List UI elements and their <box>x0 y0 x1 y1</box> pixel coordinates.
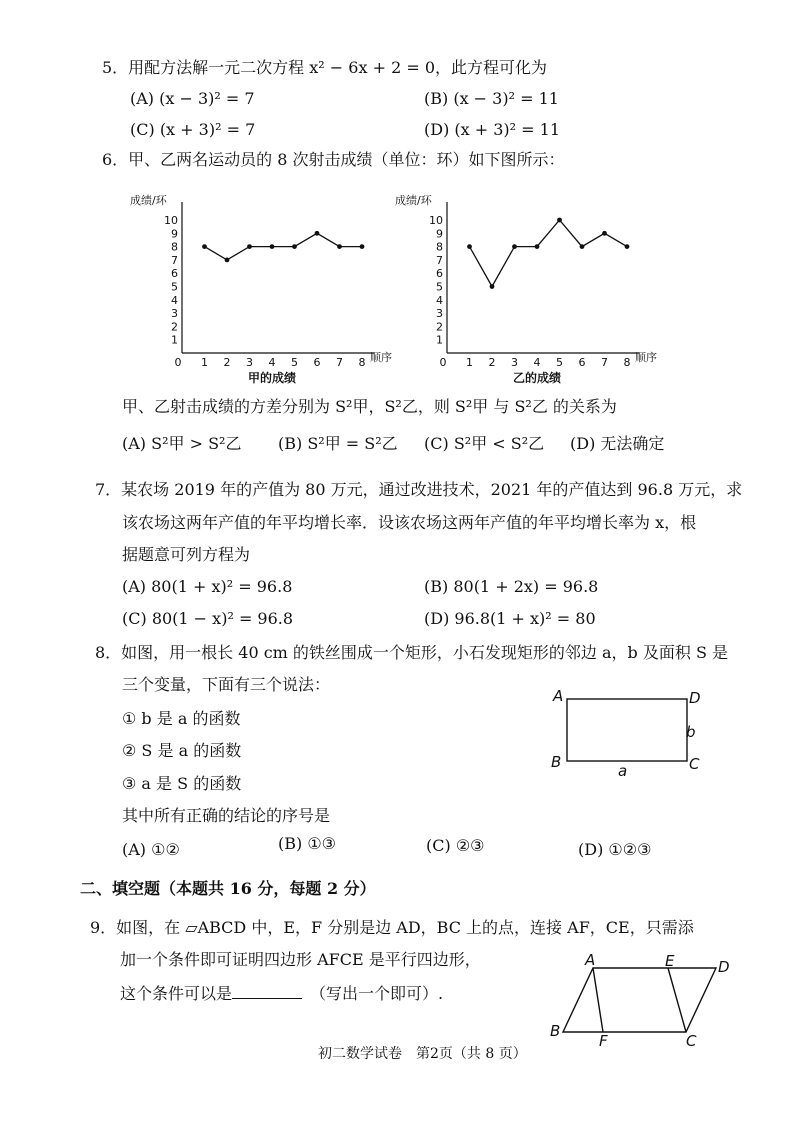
label-side-a: a <box>618 762 628 780</box>
q6-option-a: (A) S²甲 > S²乙 <box>122 434 242 453</box>
q9-parallelogram-figure <box>548 950 738 1050</box>
chart-yi <box>395 185 670 385</box>
chart-title-jia: 甲的成绩 <box>247 371 297 385</box>
x-tick-label-yi: 7 <box>601 356 608 369</box>
label-c-point: C <box>686 1032 697 1050</box>
q8-option-c: (C) ②③ <box>426 836 485 855</box>
y-tick-label-jia: 6 <box>171 267 178 281</box>
q9-line3-suffix: （写出一个即可）. <box>310 984 444 1003</box>
label-side-b: b <box>686 723 696 741</box>
y-tick-label-yi: 2 <box>436 320 443 334</box>
y-tick-label-yi: 3 <box>436 307 443 321</box>
data-point-jia <box>270 244 275 249</box>
data-point-yi <box>557 218 562 223</box>
x-tick-label-jia: 1 <box>201 356 208 369</box>
data-point-yi <box>580 244 585 249</box>
q7-option-d: (D) 96.8(1 + x)² = 80 <box>424 609 596 628</box>
x-tick-label-jia: 7 <box>336 356 343 369</box>
y-tick-label-jia: 8 <box>171 240 178 254</box>
q8-line2: 三个变量，下面有三个说法： <box>122 675 331 694</box>
y-axis-label-jia: 成绩/环 <box>130 194 167 207</box>
data-point-jia <box>360 244 365 249</box>
q8-option-d: (D) ①②③ <box>578 840 652 859</box>
q7-option-b: (B) 80(1 + 2x) = 96.8 <box>424 577 599 596</box>
x-tick-label-jia: 8 <box>358 356 366 369</box>
y-tick-label-yi: 5 <box>436 280 443 294</box>
q8-statement-2: ② S 是 a 的函数 <box>122 741 242 760</box>
q5-stem: 5．用配方法解一元二次方程 x² − 6x + 2 = 0，此方程可化为 <box>102 58 548 77</box>
y-tick-label-jia: 3 <box>171 307 178 321</box>
x-tick-label-yi: 0 <box>439 356 447 369</box>
y-tick-label-jia: 1 <box>171 333 178 347</box>
x-tick-label-jia: 3 <box>246 356 253 369</box>
section-2-title: 二、填空题（本题共 16 分，每题 2 分） <box>80 879 376 898</box>
y-tick-label-yi: 8 <box>436 240 443 254</box>
y-tick-label-yi: 9 <box>436 227 443 241</box>
data-point-jia <box>337 244 342 249</box>
x-axis-label-jia: 顺序 <box>370 351 392 364</box>
q9-line3-prefix: 这个条件可以是 <box>120 984 233 1003</box>
q8-option-a: (A) ①② <box>122 840 180 859</box>
q6-option-c: (C) S²甲 < S²乙 <box>424 434 545 453</box>
q7-line2: 该农场这两年产值的年平均增长率．设该农场这两年产值的年平均增长率为 x，根 <box>122 513 697 532</box>
rectangle-abcd <box>567 699 687 761</box>
chart-title-yi: 乙的成绩 <box>512 371 562 385</box>
y-tick-label-yi: 6 <box>436 267 443 281</box>
x-tick-label-jia: 6 <box>313 356 321 369</box>
data-point-yi <box>625 244 630 249</box>
y-tick-label-jia: 10 <box>164 214 178 227</box>
data-point-jia <box>315 231 320 236</box>
data-point-yi <box>602 231 607 236</box>
q6-option-d: (D) 无法确定 <box>570 434 665 453</box>
y-tick-label-jia: 4 <box>171 293 178 307</box>
y-tick-label-yi: 1 <box>436 333 443 347</box>
y-tick-label-jia: 9 <box>171 227 178 241</box>
y-axis-label-yi: 成绩/环 <box>395 194 432 207</box>
q9-line3 <box>120 984 443 1004</box>
q5-option-c: (C) (x + 3)² = 7 <box>130 120 256 139</box>
x-tick-label-yi: 5 <box>556 356 563 369</box>
x-tick-label-jia: 0 <box>174 356 182 369</box>
x-tick-label-yi: 1 <box>466 356 473 369</box>
q9-line2: 加一个条件即可证明四边形 AFCE 是平行四边形， <box>120 950 481 969</box>
x-tick-label-jia: 2 <box>223 356 231 369</box>
q6-stem: 6．甲、乙两名运动员的 8 次射击成绩（单位：环）如下图所示： <box>102 150 565 169</box>
label-a-vertex: A <box>553 687 564 705</box>
label-e-point: E <box>665 952 675 970</box>
label-b-point: B <box>550 1022 561 1040</box>
q9-answer-blank[interactable] <box>232 984 302 999</box>
x-tick-label-yi: 2 <box>488 356 496 369</box>
label-b-vertex: B <box>551 753 562 771</box>
data-point-jia <box>292 244 297 249</box>
x-tick-label-yi: 8 <box>623 356 631 369</box>
q8-rectangle-figure <box>545 685 715 785</box>
data-point-yi <box>512 244 517 249</box>
label-f-point: F <box>599 1032 608 1050</box>
q6-option-b: (B) S²甲 = S²乙 <box>278 434 398 453</box>
y-tick-label-yi: 4 <box>436 293 443 307</box>
series-line-yi <box>470 220 628 287</box>
q9-line1: 9．如图，在 ▱ABCD 中，E，F 分别是边 AD，BC 上的点，连接 AF，CE，只需添 <box>90 918 694 937</box>
label-c-vertex: C <box>689 755 700 773</box>
q6-question: 甲、乙射击成绩的方差分别为 S²甲，S²乙，则 S²甲 与 S²乙 的关系为 <box>122 397 617 416</box>
q8-statement-1: ① b 是 a 的函数 <box>122 709 241 728</box>
data-point-jia <box>225 258 230 263</box>
parallelogram-abcd <box>563 968 716 1032</box>
q5-option-b: (B) (x − 3)² = 11 <box>424 89 559 108</box>
q8-option-b: (B) ①③ <box>278 834 337 853</box>
x-tick-label-yi: 4 <box>533 356 541 369</box>
data-point-jia <box>247 244 252 249</box>
label-a-point: A <box>585 951 596 969</box>
x-tick-label-yi: 3 <box>511 356 518 369</box>
y-tick-label-jia: 5 <box>171 280 178 294</box>
page-footer: 初二数学试卷 第2页（共 8 页） <box>318 1046 527 1062</box>
q7-line3: 据题意可列方程为 <box>122 545 251 564</box>
y-tick-label-jia: 2 <box>171 320 178 334</box>
q7-line1: 7．某农场 2019 年的产值为 80 万元，通过改进技术，2021 年的产值达到 96.8 万元，求 <box>95 480 743 499</box>
data-point-yi <box>467 244 472 249</box>
data-point-yi <box>490 284 495 289</box>
label-d-point: D <box>718 958 730 976</box>
q8-question: 其中所有正确的结论的序号是 <box>122 806 331 825</box>
q7-option-a: (A) 80(1 + x)² = 96.8 <box>122 577 293 596</box>
q5-option-a: (A) (x − 3)² = 7 <box>130 89 255 108</box>
q7-option-c: (C) 80(1 − x)² = 96.8 <box>122 609 294 628</box>
data-point-jia <box>202 244 207 249</box>
data-point-yi <box>535 244 540 249</box>
segment-ce <box>668 968 686 1032</box>
x-tick-label-jia: 5 <box>291 356 298 369</box>
x-axis-label-yi: 顺序 <box>635 351 657 364</box>
x-tick-label-jia: 4 <box>268 356 276 369</box>
segment-af <box>593 968 603 1032</box>
q8-statement-3: ③ a 是 S 的函数 <box>122 774 242 793</box>
label-d-vertex: D <box>689 689 701 707</box>
q5-option-d: (D) (x + 3)² = 11 <box>424 120 561 139</box>
y-tick-label-yi: 7 <box>436 253 443 267</box>
y-tick-label-jia: 7 <box>171 253 178 267</box>
q8-line1: 8．如图，用一根长 40 cm 的铁丝围成一个矩形，小石发现矩形的邻边 a，b 及面积 S 是 <box>95 643 729 662</box>
y-tick-label-yi: 10 <box>429 214 443 227</box>
chart-jia <box>130 185 400 385</box>
x-tick-label-yi: 6 <box>578 356 586 369</box>
